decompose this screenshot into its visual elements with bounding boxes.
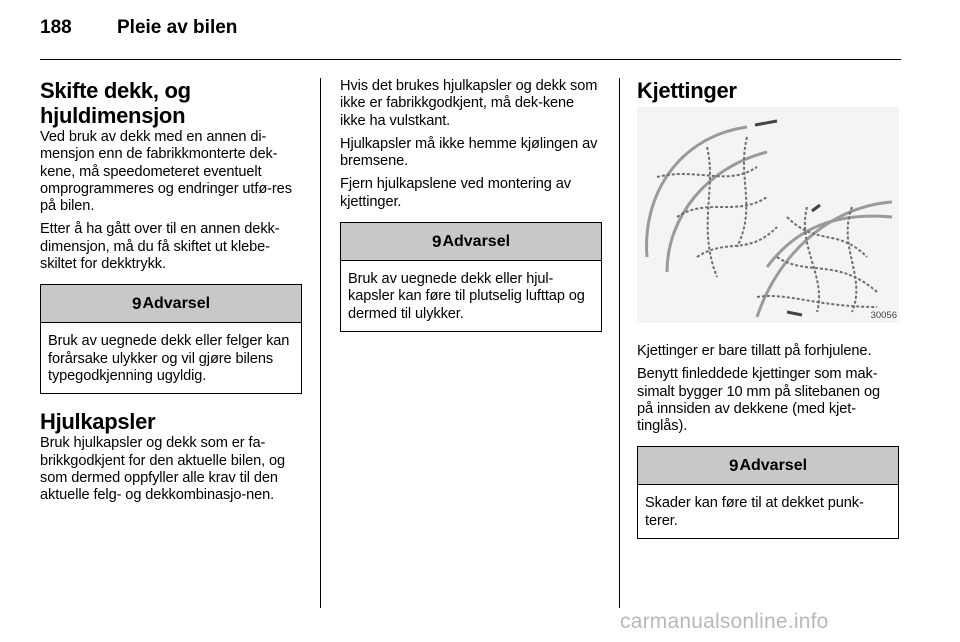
warning-box [340, 222, 602, 332]
warning-text: Bruk av uegnede dekk eller felger kan forårsake ulykker og vil gjøre bilens typegodkjenning ugyldig. [48, 333, 290, 384]
warning-box [40, 284, 302, 394]
warning-title: Advarsel [739, 456, 808, 474]
column-2 [340, 78, 602, 347]
snow-chains-image [637, 107, 899, 323]
paragraph: Benytt finleddede kjettinger som mak-simalt bygger 10 mm på slitebanen og på innsiden av dekkene (med kjet-tinglås). [637, 366, 881, 435]
figure-number: 30056 [870, 310, 897, 321]
watermark: carmanualsonline.info [620, 610, 829, 633]
paragraph: Etter å ha gått over til en annen dekk-dimensjon, må du få skiftet ut klebe-skiltet for dekktrykk. [40, 221, 280, 273]
page-number: 188 [40, 17, 72, 38]
paragraph: Bruk hjulkapsler og dekk som er fa-brikkgodkjent for den aktuelle bilen, og som dermed oppfyller alle krav til den aktuelle felg- og dekkombinasjo-nen. [40, 435, 286, 504]
warning-text: Skader kan føre til at dekket punk-terer. [645, 495, 864, 529]
column-3 [637, 78, 899, 554]
warning-header [341, 223, 601, 261]
page-header-title: Pleie av bilen [117, 17, 238, 38]
section-heading-hubcaps: Hjulkapsler [40, 409, 156, 435]
column-divider-1 [320, 78, 321, 608]
section-heading-chains: Kjettinger [637, 78, 737, 103]
warning-text: Bruk av uegnede dekk eller hjul-kapsler kan føre til plutselig lufttap og dermed til ulykker. [348, 271, 585, 322]
warning-header [638, 447, 898, 485]
header-rule [40, 59, 901, 60]
warning-body [41, 323, 301, 393]
paragraph: Fjern hjulkapslene ved montering av kjettinger. [340, 176, 571, 210]
warning-body [341, 261, 601, 331]
warning-header [41, 285, 301, 323]
warning-body [638, 485, 898, 538]
warning-symbol-icon: 9 [728, 455, 739, 475]
snow-chains-illustration [637, 107, 899, 323]
paragraph: Hvis det brukes hjulkapsler og dekk som ikke er fabrikkgodkjent, må dek-kene ikke ha vulstkant. [340, 78, 598, 129]
warning-title: Advarsel [442, 232, 511, 250]
paragraph: Ved bruk av dekk med en annen di-mensjon enn de fabrikkmonterte dek-kene, må speedometeret eventuelt omprogrammeres og endringer utfø-res på bilen. [40, 129, 292, 215]
column-1 [40, 78, 302, 510]
paragraph: Hjulkapsler må ikke hemme kjølingen av bremsene. [340, 135, 598, 170]
warning-title: Advarsel [142, 294, 211, 312]
warning-symbol-icon: 9 [431, 231, 442, 251]
paragraph: Kjettinger er bare tillatt på forhjulene. [637, 343, 872, 359]
warning-symbol-icon: 9 [131, 293, 142, 313]
section-heading-tyres: Skifte dekk, og hjuldimensjon [40, 78, 191, 128]
warning-box [637, 446, 899, 539]
column-divider-2 [619, 78, 620, 608]
